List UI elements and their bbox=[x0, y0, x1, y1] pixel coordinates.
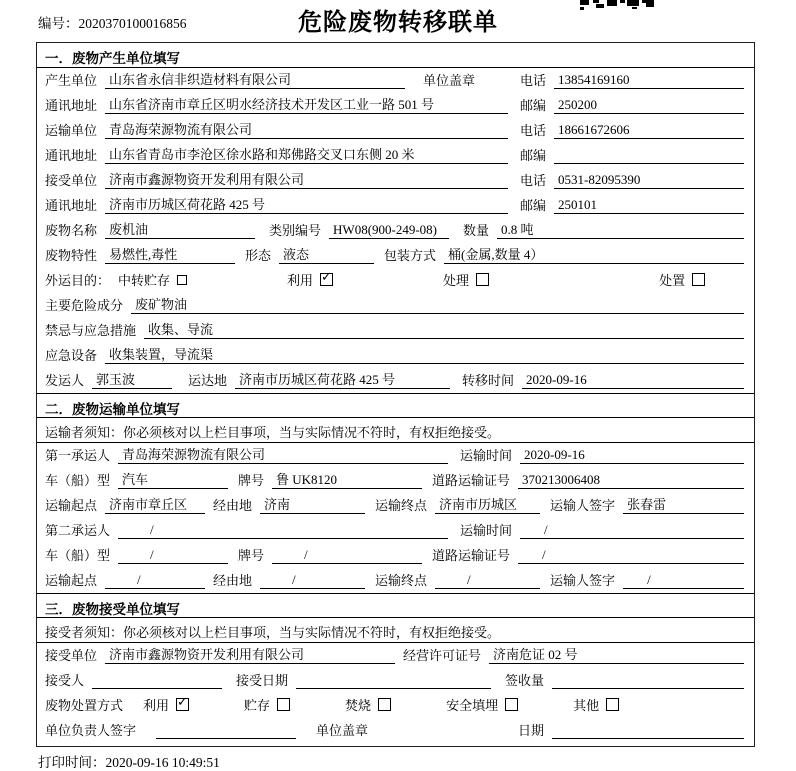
receipt-qty-label: 签收量 bbox=[505, 673, 545, 688]
vehicle2-row bbox=[37, 543, 754, 568]
checkbox-icon bbox=[692, 273, 705, 286]
carrier2-value: / bbox=[118, 522, 448, 539]
section2-notice: 运输者须知：你必须核对以上栏目事项，当与实际情况不符时，有权拒绝接受。 bbox=[37, 418, 754, 443]
sign2-value: / bbox=[623, 572, 744, 589]
receiver-phone-value: 0531-82095390 bbox=[554, 172, 744, 189]
producer-value: 山东省永信非织造材料有限公司 bbox=[105, 69, 405, 89]
hazard-label: 主要危险成分 bbox=[45, 298, 124, 313]
equipment-value: 收集装置，导流渠 bbox=[105, 344, 744, 364]
acceptor-label: 接受人 bbox=[45, 673, 85, 688]
section3-notice: 接受者须知：你必须核对以上栏目事项，当与实际情况不符时，有权拒绝接受。 bbox=[37, 618, 754, 643]
waste-character-row bbox=[37, 243, 754, 268]
purpose-option-utilize bbox=[287, 270, 333, 289]
consignor-value: 郭玉波 bbox=[92, 369, 172, 389]
accept-date-label: 接受日期 bbox=[236, 673, 289, 688]
section1-heading: 一．废物产生单位填写 bbox=[37, 43, 754, 68]
transporter-addr-value: 山东省青岛市李沧区徐水路和郑佛路交叉口东侧 20 米 bbox=[105, 144, 508, 164]
accept-date-value bbox=[296, 688, 491, 689]
carrier1-value: 青岛海荣源物流有限公司 bbox=[118, 444, 448, 464]
time2-label: 运输时间 bbox=[460, 523, 513, 538]
transporter-address-row bbox=[37, 143, 754, 168]
time1-label: 运输时间 bbox=[460, 448, 513, 463]
taboo-label: 禁忌与应急措施 bbox=[45, 323, 137, 338]
stamp-label: 单位盖章 bbox=[423, 73, 476, 88]
checkbox-label: 利用 bbox=[287, 273, 314, 288]
unit-stamp-label: 单位盖章 bbox=[316, 723, 369, 738]
disposal-option-store bbox=[244, 695, 290, 714]
waste-name-value: 废机油 bbox=[105, 219, 255, 239]
via2-value: / bbox=[260, 572, 365, 589]
end2-label: 运输终点 bbox=[375, 573, 428, 588]
print-time-line bbox=[38, 751, 220, 771]
hazard-row bbox=[37, 293, 754, 318]
transfer-time-label: 转移时间 bbox=[462, 373, 515, 388]
waste-name-row bbox=[37, 218, 754, 243]
checkbox-label: 处理 bbox=[443, 273, 470, 288]
disposal-row bbox=[37, 693, 754, 718]
checkbox-icon bbox=[476, 273, 489, 286]
purpose-label: 外运目的： bbox=[45, 273, 111, 288]
purpose-option-transfer-storage bbox=[118, 270, 187, 289]
disposal-label: 废物处置方式 bbox=[45, 698, 124, 713]
acceptor-row bbox=[37, 668, 754, 693]
end1-value: 济南市历城区 bbox=[435, 494, 540, 514]
receiver-address-row bbox=[37, 193, 754, 218]
route2-row bbox=[37, 568, 754, 593]
business-license-value: 济南危证 02 号 bbox=[489, 644, 744, 664]
dest-value: 济南市历城区荷花路 425 号 bbox=[235, 369, 450, 389]
category-value: HW08(900-249-08) bbox=[329, 222, 449, 239]
origin1-label: 运输起点 bbox=[45, 498, 98, 513]
print-time-label: 打印时间： bbox=[38, 755, 106, 770]
transporter-row bbox=[37, 118, 754, 143]
license2-value: / bbox=[518, 547, 744, 564]
checkbox-icon bbox=[177, 275, 187, 285]
transporter-zip-label: 邮编 bbox=[519, 148, 546, 163]
producer-zip-label: 邮编 bbox=[519, 98, 546, 113]
license1-label: 道路运输证号 bbox=[432, 473, 511, 488]
checkbox-label: 其他 bbox=[573, 698, 600, 713]
vehicle2-label: 车（船）型 bbox=[45, 548, 111, 563]
vehicle2-value: / bbox=[118, 547, 228, 564]
character-value: 易燃性,毒性 bbox=[105, 244, 235, 264]
producer-addr-label: 通讯地址 bbox=[45, 98, 98, 113]
head-sign-value bbox=[156, 738, 296, 739]
disposal-option-landfill bbox=[446, 695, 518, 714]
transporter-zip-value bbox=[554, 163, 744, 164]
head-sign-row bbox=[37, 718, 754, 743]
taboo-row bbox=[37, 318, 754, 343]
category-label: 类别编号 bbox=[269, 223, 322, 238]
receiver-label: 接受单位 bbox=[45, 173, 98, 188]
via2-label: 经由地 bbox=[213, 573, 253, 588]
producer-addr-value: 山东省济南市章丘区明水经济技术开发区工业一路 501 号 bbox=[105, 94, 508, 114]
purpose-option-treat bbox=[443, 270, 489, 289]
date-label: 日期 bbox=[518, 723, 545, 738]
carrier2-row bbox=[37, 518, 754, 543]
receiver-phone-label: 电话 bbox=[519, 173, 546, 188]
receiver-addr-value: 济南市历城区荷花路 425 号 bbox=[105, 194, 508, 214]
via1-label: 经由地 bbox=[213, 498, 253, 513]
plate1-label: 牌号 bbox=[238, 473, 265, 488]
acceptor-value bbox=[92, 688, 222, 689]
checkbox-icon bbox=[320, 273, 333, 286]
sign1-value: 张春雷 bbox=[623, 494, 744, 514]
time2-value: / bbox=[520, 522, 744, 539]
form-box bbox=[36, 42, 755, 747]
transporter-value: 青岛海荣源物流有限公司 bbox=[105, 119, 508, 139]
print-time-value: 2020-09-16 10:49:51 bbox=[105, 755, 220, 770]
producer-address-row bbox=[37, 93, 754, 118]
date-value bbox=[552, 738, 744, 739]
producer-zip-value: 250200 bbox=[554, 97, 744, 114]
checkbox-icon bbox=[277, 698, 290, 711]
checkbox-label: 焚烧 bbox=[345, 698, 372, 713]
end2-value: / bbox=[435, 572, 540, 589]
transfer-time-value: 2020-09-16 bbox=[522, 372, 744, 389]
transporter-addr-label: 通讯地址 bbox=[45, 148, 98, 163]
checkbox-label: 利用 bbox=[143, 698, 170, 713]
producer-row bbox=[37, 68, 754, 93]
origin1-value: 济南市章丘区 bbox=[105, 494, 205, 514]
checkbox-label: 安全填埋 bbox=[446, 698, 499, 713]
receive-unit-row bbox=[37, 643, 754, 668]
sign2-label: 运输人签字 bbox=[550, 573, 616, 588]
license1-value: 370213006408 bbox=[518, 472, 744, 489]
checkbox-label: 中转贮存 bbox=[118, 273, 171, 288]
via1-value: 济南 bbox=[260, 494, 365, 514]
checkbox-icon bbox=[606, 698, 619, 711]
checkbox-icon bbox=[505, 698, 518, 711]
plate2-value: / bbox=[272, 547, 422, 564]
origin2-value: / bbox=[105, 572, 205, 589]
vehicle1-label: 车（船）型 bbox=[45, 473, 111, 488]
receipt-qty-value bbox=[552, 688, 744, 689]
consignor-row bbox=[37, 368, 754, 393]
transporter-phone-value: 18661672606 bbox=[554, 122, 744, 139]
carrier2-label: 第二承运人 bbox=[45, 523, 111, 538]
checkbox-icon bbox=[176, 698, 189, 711]
section2-heading: 二．废物运输单位填写 bbox=[37, 393, 754, 418]
serial-number: 2020370100016856 bbox=[78, 16, 187, 31]
packing-label: 包装方式 bbox=[384, 248, 437, 263]
checkbox-icon bbox=[378, 698, 391, 711]
carrier1-row bbox=[37, 443, 754, 468]
end1-label: 运输终点 bbox=[375, 498, 428, 513]
purpose-option-dispose bbox=[659, 270, 705, 289]
checkbox-label: 贮存 bbox=[244, 698, 271, 713]
vehicle1-value: 汽车 bbox=[118, 469, 228, 489]
sign1-label: 运输人签字 bbox=[550, 498, 616, 513]
serial-label: 编号： bbox=[38, 16, 79, 31]
waste-name-label: 废物名称 bbox=[45, 223, 98, 238]
plate1-value: 鲁 UK8120 bbox=[272, 469, 422, 489]
route1-row bbox=[37, 493, 754, 518]
producer-phone-value: 13854169160 bbox=[554, 72, 744, 89]
time1-value: 2020-09-16 bbox=[520, 447, 744, 464]
business-license-label: 经营许可证号 bbox=[403, 648, 482, 663]
purpose-row bbox=[37, 268, 754, 293]
disposal-option-utilize bbox=[143, 695, 189, 714]
equipment-label: 应急设备 bbox=[45, 348, 98, 363]
carrier1-label: 第一承运人 bbox=[45, 448, 111, 463]
packing-value: 桶(金属,数量 4） bbox=[444, 244, 744, 264]
receive-unit-value: 济南市鑫源物资开发利用有限公司 bbox=[105, 644, 395, 664]
transporter-label: 运输单位 bbox=[45, 123, 98, 138]
producer-label: 产生单位 bbox=[45, 73, 98, 88]
dest-label: 运达地 bbox=[188, 373, 228, 388]
transporter-phone-label: 电话 bbox=[519, 123, 546, 138]
disposal-option-incinerate bbox=[345, 695, 391, 714]
head-sign-label: 单位负责人签字 bbox=[45, 723, 137, 738]
producer-phone-label: 电话 bbox=[519, 73, 546, 88]
origin2-label: 运输起点 bbox=[45, 573, 98, 588]
checkbox-label: 处置 bbox=[659, 273, 686, 288]
form-label: 形态 bbox=[245, 248, 272, 263]
consignor-label: 发运人 bbox=[45, 373, 85, 388]
qty-label: 数量 bbox=[463, 223, 490, 238]
hazard-value: 废矿物油 bbox=[131, 294, 744, 314]
character-label: 废物特性 bbox=[45, 248, 98, 263]
receiver-addr-label: 通讯地址 bbox=[45, 198, 98, 213]
taboo-value: 收集、导流 bbox=[144, 319, 744, 339]
receiver-value: 济南市鑫源物资开发利用有限公司 bbox=[105, 169, 508, 189]
equipment-row bbox=[37, 343, 754, 368]
license2-label: 道路运输证号 bbox=[432, 548, 511, 563]
page-title: 危险废物转移联单 bbox=[298, 10, 498, 36]
receive-unit-label: 接受单位 bbox=[45, 648, 98, 663]
vehicle1-row bbox=[37, 468, 754, 493]
disposal-option-other bbox=[573, 695, 619, 714]
receiver-zip-label: 邮编 bbox=[519, 198, 546, 213]
plate2-label: 牌号 bbox=[238, 548, 265, 563]
receiver-zip-value: 250101 bbox=[554, 197, 744, 214]
section3-heading: 三．废物接受单位填写 bbox=[37, 593, 754, 618]
qty-value: 0.8 吨 bbox=[497, 219, 744, 239]
receiver-row bbox=[37, 168, 754, 193]
qr-code-fragment-icon bbox=[580, 0, 654, 11]
form-value: 液态 bbox=[279, 244, 374, 264]
